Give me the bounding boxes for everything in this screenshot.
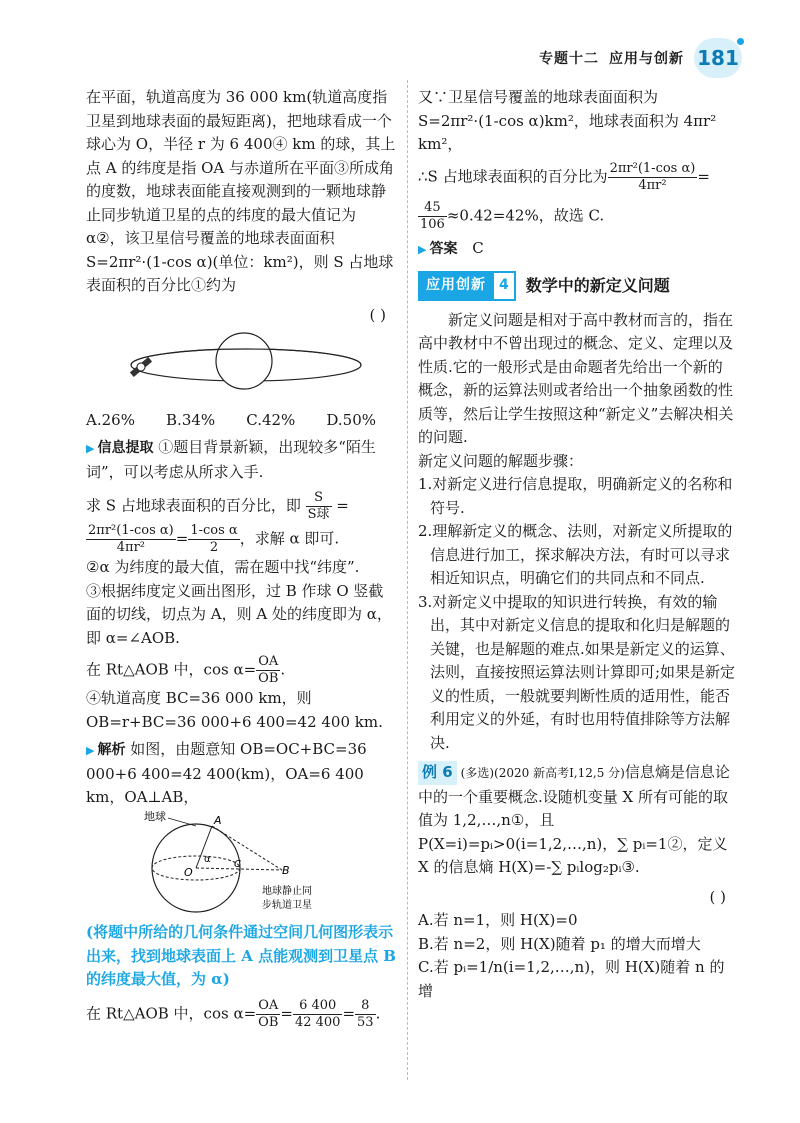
- example-blank: ( ): [709, 887, 726, 906]
- svg-text:步轨道卫星: 步轨道卫星: [262, 899, 312, 911]
- svg-text:地球: 地球: [144, 809, 166, 823]
- step-2: 2.理解新定义的概念、法则，对新定义所提取的信息进行加工，探求解决方法，有时可以寻求相近知识点，明确它们的共同点和不同点.: [418, 522, 733, 587]
- svg-text:O: O: [184, 865, 193, 879]
- info-para-5: 在 Rt△AOB 中，cos α= $\frac{OA}{OB}$ .: [86, 654, 286, 686]
- sphere-figure: [86, 810, 386, 914]
- answer-value: C: [472, 238, 484, 257]
- page-number: 181: [697, 46, 739, 70]
- svg-text:地球静止同: 地球静止同: [262, 885, 312, 897]
- example-text: 信息熵是信息论中的一个重要概念.设随机变量 X 所有可能的取值为 1,2,…,n①，且 P(X=i)=pᵢ>0(i=1,2,…,n)，∑ pᵢ=1②，定义 X 的信息熵 H(X)=-∑ pᵢlog₂pᵢ③.: [418, 763, 730, 876]
- banner-label: 应用创新: [418, 271, 494, 301]
- steps-title: 新定义问题的解题步骤：: [418, 451, 584, 470]
- banner-title: 数学中的新定义问题: [525, 276, 670, 295]
- fraction-final-1: $\frac{OA}{OB}$: [258, 997, 279, 1030]
- options-row: [86, 409, 376, 433]
- svg-text:B: B: [282, 863, 290, 877]
- orbit-figure: [86, 327, 386, 397]
- info-para-6: ④轨道高度 BC=36 000 km，则 OB=r+BC=36 000+6 400=42 400 km.: [86, 689, 383, 731]
- badge-dot-icon: [737, 38, 744, 45]
- section-title: 应用与创新: [609, 51, 684, 67]
- fraction-area: $\frac{\text{2πr²(1-cos α)}}{\text{4πr²}}$: [88, 523, 174, 555]
- example-label: 例 6: [418, 761, 457, 785]
- svg-text:α: α: [204, 853, 211, 865]
- example-source: (多选)(2020 新高考Ⅰ,12,5 分): [460, 766, 625, 780]
- step-1: 1.对新定义进行信息提取，明确新定义的名称和符号.: [418, 475, 733, 517]
- page-header: [539, 38, 742, 78]
- option-b: B.34%: [166, 410, 216, 429]
- answer-blank: ( ): [369, 305, 386, 324]
- page-number-badge: [694, 38, 742, 78]
- triangle-icon: ▶: [86, 442, 95, 455]
- intro-paragraph: 新定义问题是相对于高中教材而言的，指在高中教材中不曾出现过的概念、定义、定理以及性质.它的一般形式是由命题者先给出一个新的概念，新的运算法则或者给出一个抽象函数的性质等，然后让学生按照这种“新定义”去解决相关的问题.: [418, 310, 734, 446]
- fraction-final-3: $\frac{8}{53}$: [357, 997, 374, 1030]
- section-label: 专题十二: [539, 51, 599, 67]
- option-a: A.26%: [86, 410, 135, 429]
- problem-text: 在平面，轨道高度为 36 000 km(轨道高度指卫星到地球表面的最短距离)，把地球看成一个球心为 O，半径 r 为 6 400④ km 的球，其上点 A 的纬度是指 OA 与赤道所在平面③所成角的度数，地球表面能直接观测到的一颗地球静止同步轨道卫星的点的纬度的最大值记为 α②，该卫星信号覆盖的地球表面面积 S=2πr²·(1-cos α)(单位：km²)，则 S 占地球表面积的百分比①约为: [86, 88, 396, 294]
- left-column: [86, 86, 396, 1031]
- solution-text-1: 又∵卫星信号覆盖的地球表面面积为 S=2πr²·(1-cos α)km²，地球表面积为 4πr² km²，: [418, 88, 717, 153]
- section-banner: [418, 271, 736, 301]
- triangle-icon: ▶: [86, 744, 95, 757]
- info-para-4: ③根据纬度定义画出图形，过 B 作球 O 竖截面的切线，切点为 A，则 A 处的纬度即为 α，即 α=∠AOB.: [86, 581, 392, 647]
- option-d: D.50%: [326, 410, 376, 429]
- right-column: [418, 86, 736, 1003]
- answer-line: [418, 237, 736, 262]
- fraction-oa-ob: $\frac{OA}{OB}$: [258, 654, 279, 686]
- analysis-para: ▶ 解析 如图，由题意知 OB=OC+BC=36 000+6 400=42 400(km)，OA=6 400 km，OA⊥AB，: [86, 740, 367, 806]
- answer-tag: ▶ 答案: [418, 240, 458, 257]
- fraction-percent: $\frac{\text{2πr²(1-cos α)}}{\text{4πr²}}$: [609, 160, 696, 193]
- fraction-final-2: $\frac{6 400}{42 400}$: [294, 997, 341, 1030]
- note-text: (将题中所给的几何条件通过空间几何图形表示出来，找到地球表面上 A 点能观测到卫星点 B 的纬度最大值，为 α): [86, 923, 396, 988]
- choice-b: B.若 n=2，则 H(X)随着 p₁ 的增大而增大: [418, 934, 701, 953]
- info-para-3: ②α 为纬度的最大值，需在题中找“纬度”.: [86, 558, 360, 576]
- analysis-tag: ▶ 解析: [86, 742, 126, 758]
- fraction-45-106: $\frac{45}{106}$: [420, 199, 445, 232]
- info-para-2: 求 S 占地球表面积的百分比，即 $\frac{S}{\text{S球}}$ = $\frac{\text{2πr²(1-cos α)}}{\text{4πr²}}$ = $\frac{\text{1-cos α}}{2}$ ，求解 α 即可.: [86, 490, 349, 555]
- choice-a: A.若 n=1，则 H(X)=0: [418, 911, 578, 929]
- info-para-1: ▶ 信息提取 ①题目背景新颖，出现较多“陌生词”，可以考虑从所求入手.: [86, 438, 376, 481]
- step-3: 3.对新定义中提取的知识进行转换，有效的输出，其中对新定义信息的提取和化归是解题的关键，也是解题的难点.如果是新定义的运算、法则，直接按照运算法则计算即可;如果是新定义的性质，一般就要判断性质的适用性，能否利用定义的外延，有时也用特值排除等方法解决.: [418, 592, 736, 752]
- svg-text:C: C: [234, 858, 241, 870]
- banner-number: 4: [492, 271, 516, 301]
- option-c: C.42%: [246, 410, 296, 429]
- column-divider: [407, 80, 408, 1080]
- solution-text-3: $\frac{45}{106}$ ≈0.42=42%，故选 C.: [420, 199, 605, 232]
- svg-text:A: A: [214, 813, 222, 827]
- triangle-icon: ▶: [418, 242, 427, 256]
- choice-c: C.若 pᵢ=1/n(i=1,2,…,n)，则 H(X)随着 n 的增: [418, 958, 725, 1000]
- solution-text-2: ∴S 占地球表面积的百分比为 $\frac{\text{2πr²(1-cos α)}}{\text{4πr²}}$ =: [418, 160, 710, 193]
- fraction-cos: $\frac{\text{1-cos α}}{2}$: [190, 523, 238, 555]
- info-tag: ▶ 信息提取: [86, 440, 154, 456]
- fraction-s: $\frac{S}{\text{S球}}$: [307, 490, 330, 522]
- example-paragraph: [418, 761, 736, 880]
- satellite-icon: [129, 356, 153, 378]
- final-equation: 在 Rt△AOB 中，cos α= $\frac{OA}{OB}$ = $\frac{6 400}{42 400}$ = $\frac{8}{53}$ .: [86, 997, 381, 1030]
